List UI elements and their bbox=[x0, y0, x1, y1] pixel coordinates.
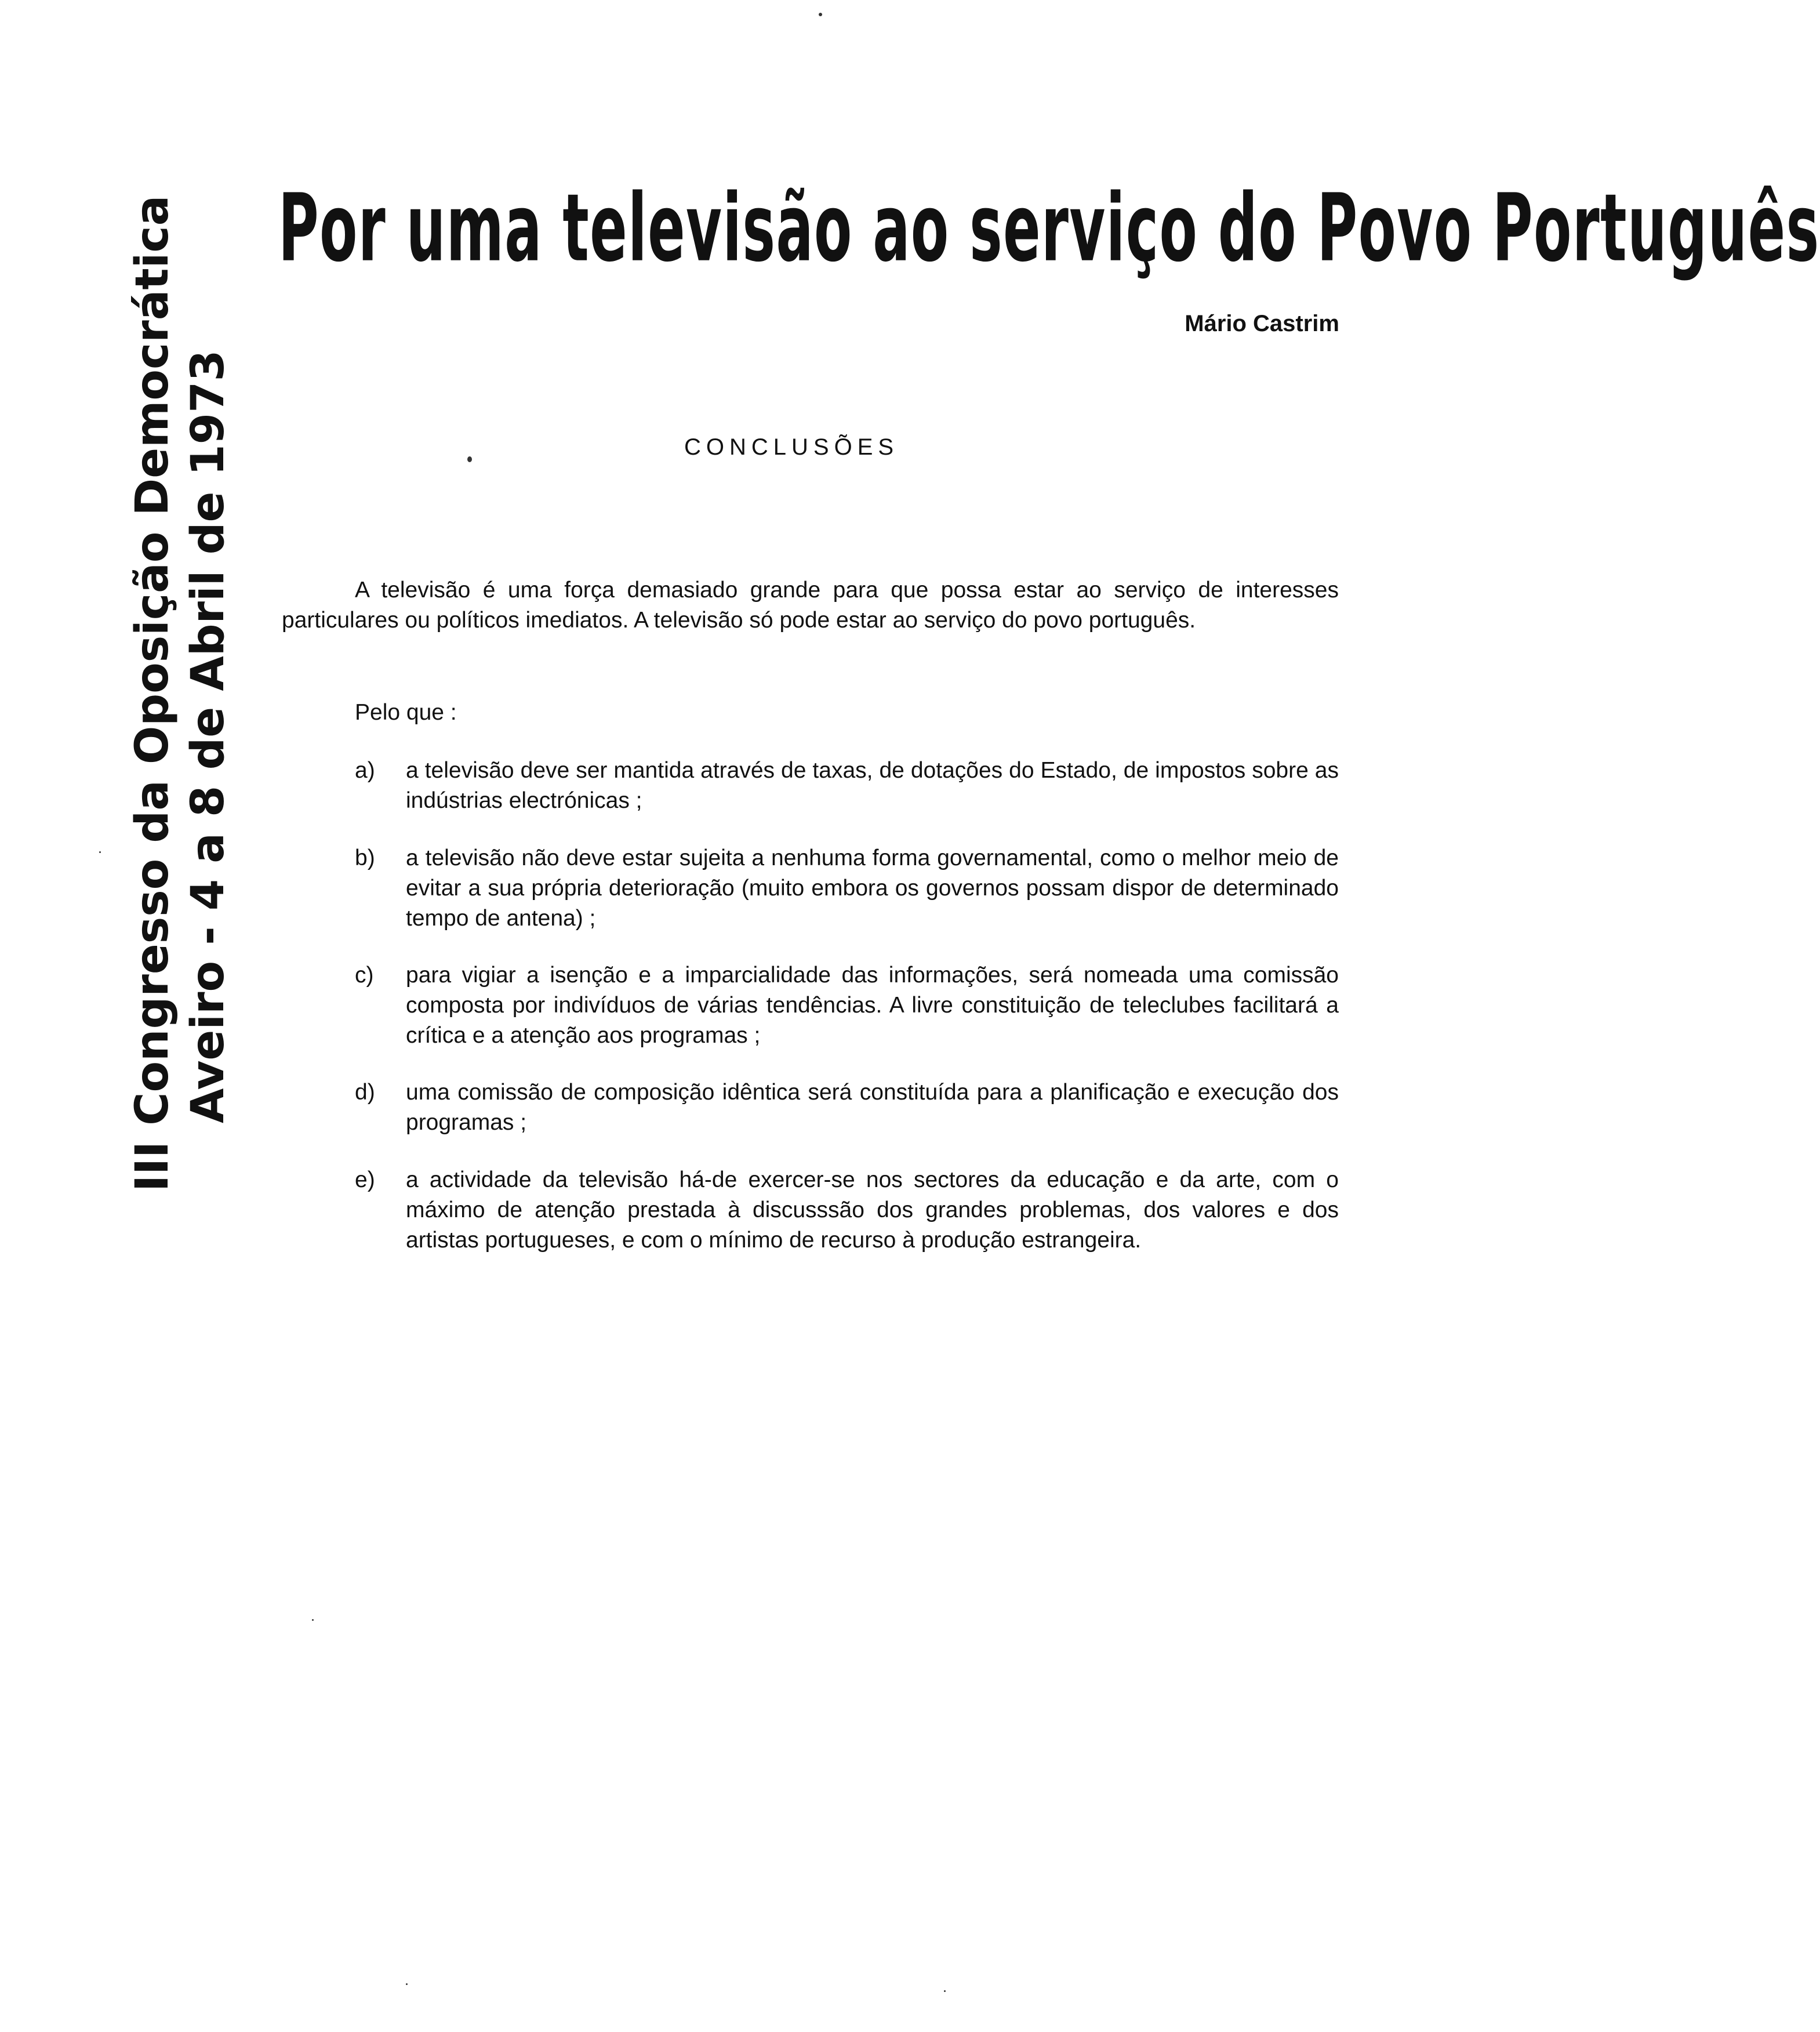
list-item-marker: b) bbox=[355, 846, 375, 870]
document-title: Por uma televisão ao serviço do Povo Português bbox=[278, 173, 1820, 283]
scan-speck bbox=[312, 1619, 314, 1621]
list-item-marker: c) bbox=[355, 963, 374, 988]
lead-text: Pelo que : bbox=[355, 700, 457, 725]
scan-speck bbox=[406, 1983, 408, 1985]
list-item-marker: e) bbox=[355, 1167, 375, 1192]
list-item bbox=[355, 960, 1339, 1051]
scan-speck bbox=[819, 13, 822, 16]
scan-speck bbox=[467, 456, 472, 462]
list-item-text: a televisão não deve estar sujeita a nenhuma forma governamental, como o melhor meio de evitar a sua própria deterioração (muito embora os governos possam dispor de determinado tempo de antena) ; bbox=[406, 846, 1339, 931]
list-item-text: para vigiar a isenção e a imparcialidade das informações, será nomeada uma comissão composta por indivíduos de várias tendências. A livre constituição de teleclubes facilitará a crítica e a atenção aos programas ; bbox=[406, 963, 1339, 1048]
list-item-text: a televisão deve ser mantida através de taxas, de dotações do Estado, de impostos sobre as indústrias electrónicas ; bbox=[406, 758, 1339, 813]
list-item-marker: d) bbox=[355, 1080, 375, 1105]
list-item bbox=[355, 1077, 1339, 1138]
scan-speck bbox=[99, 851, 101, 853]
list-item bbox=[355, 843, 1339, 934]
list-item-text: uma comissão de composição idêntica será constituída para a planificação e execução dos programas ; bbox=[406, 1080, 1339, 1135]
intro-paragraph: A televisão é uma força demasiado grande para que possa estar ao serviço de interesses particulares ou políticos imediatos. A televisão só pode estar ao serviço do povo português. bbox=[282, 578, 1339, 633]
author-name: Mário Castrim bbox=[1185, 311, 1339, 336]
list-item-text: a actividade da televisão há-de exercer-se nos sectores da educação e da arte, com o máximo de atenção prestada à discusssão dos grandes problemas, dos valores e dos artistas portugueses, e com o mínimo de recurso à produção estrangeira. bbox=[406, 1167, 1339, 1253]
list-item bbox=[355, 756, 1339, 816]
scan-speck bbox=[944, 1990, 946, 1992]
list-item-marker: a) bbox=[355, 758, 375, 783]
list-item bbox=[355, 1165, 1339, 1256]
side-banner-line-2: Aveiro - 4 a 8 de Abril de 1973 bbox=[182, 350, 234, 1123]
side-banner bbox=[125, 195, 236, 1192]
section-heading: CONCLUSÕES bbox=[684, 434, 899, 460]
side-banner-line-1: III Congresso da Oposição Democrática bbox=[126, 195, 179, 1192]
